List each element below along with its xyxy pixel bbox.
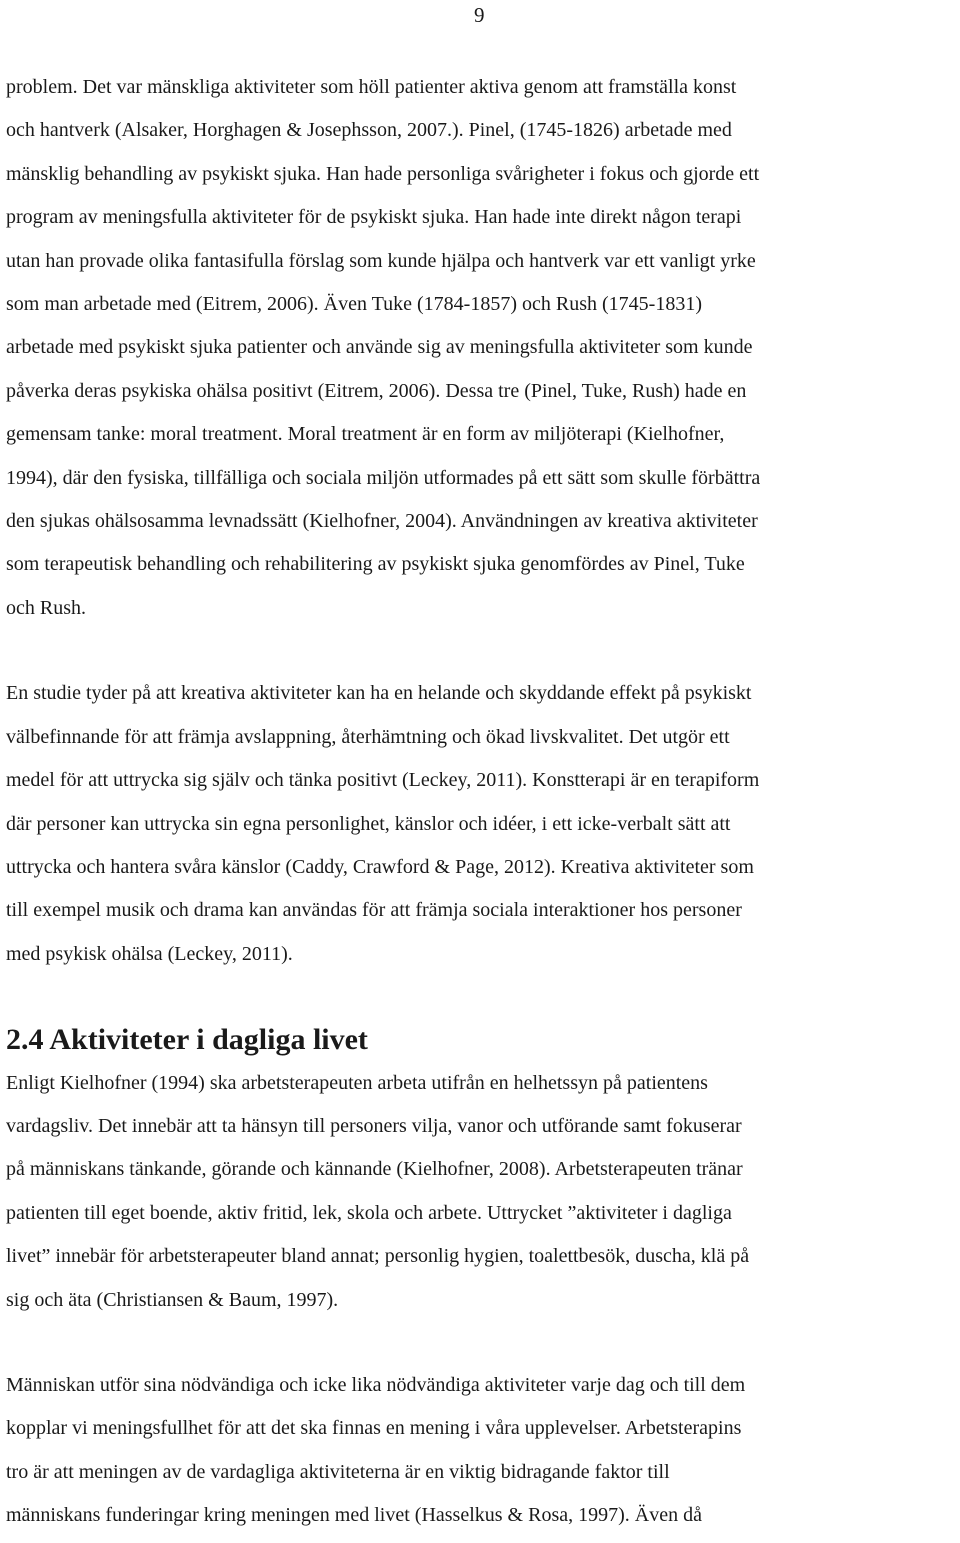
text-line: En studie tyder på att kreativa aktiviteter kan ha en helande och skyddande effekt på psykiskt bbox=[6, 682, 752, 705]
paragraph-daily-life bbox=[6, 1062, 960, 1322]
text-line: människans funderingar kring meningen med livet (Hasselkus & Rosa, 1997). Även då bbox=[6, 1504, 702, 1527]
text-line: välbefinnande för att främja avslappning, återhämtning och ökad livskvalitet. Det utgör ett bbox=[6, 725, 730, 748]
text-line: uttrycka och hantera svåra känslor (Caddy, Crawford & Page, 2012). Kreativa aktiviteter som bbox=[6, 855, 754, 878]
text-line: kopplar vi meningsfullhet för att det ska finnas en mening i våra upplevelser. Arbetsterapins bbox=[6, 1417, 742, 1440]
text-line: program av meningsfulla aktiviteter för de psykiskt sjuka. Han hade inte direkt någon terapi bbox=[6, 206, 742, 229]
text-line: gemensam tanke: moral treatment. Moral treatment är en form av miljöterapi (Kielhofner, bbox=[6, 423, 725, 446]
text-line: på människans tänkande, görande och kännande (Kielhofner, 2008). Arbetsterapeuten tränar bbox=[6, 1158, 743, 1181]
text-line: och Rush. bbox=[6, 596, 86, 619]
text-line: Enligt Kielhofner (1994) ska arbetsterapeuten arbeta utifrån en helhetssyn på patientens bbox=[6, 1071, 708, 1094]
text-line: mänsklig behandling av psykiskt sjuka. Han hade personliga svårigheter i fokus och gjorde ett bbox=[6, 162, 760, 185]
text-line: problem. Det var mänskliga aktiviteter som höll patienter aktiva genom att framställa konst bbox=[6, 76, 737, 98]
text-line: som man arbetade med (Eitrem, 2006). Även Tuke (1784-1857) och Rush (1745-1831) bbox=[6, 293, 702, 316]
text-line: patienten till eget boende, aktiv fritid, lek, skola och arbete. Uttrycket ”aktiviteter i dagliga bbox=[6, 1201, 732, 1224]
text-line: 1994), där den fysiska, tillfälliga och sociala miljön utformades på ett sätt som skulle förbättra bbox=[6, 466, 761, 489]
text-line: som terapeutisk behandling och rehabilitering av psykiskt sjuka genomfördes av Pinel, Tuke bbox=[6, 553, 745, 576]
section-number: 2.4 bbox=[6, 1023, 44, 1057]
text-line: Människan utför sina nödvändiga och icke lika nödvändiga aktiviteter varje dag och till dem bbox=[6, 1373, 746, 1396]
text-line: till exempel musik och drama kan användas för att främja sociala interaktioner hos personer bbox=[6, 899, 742, 922]
paragraph-moral-treatment bbox=[6, 66, 960, 630]
text-line: livet” innebär för arbetsterapeuter bland annat; personlig hygien, toalettbesök, duscha, klä på bbox=[6, 1245, 750, 1268]
text-line: utan han provade olika fantasifulla förslag som kunde hjälpa och hantverk var ett vanligt yrke bbox=[6, 249, 756, 272]
section-title: Aktiviteter i dagliga livet bbox=[49, 1023, 368, 1057]
text-line: där personer kan uttrycka sin egna personlighet, känslor och idéer, i ett icke-verbalt sätt att bbox=[6, 812, 731, 835]
paragraph-creative-activities bbox=[6, 672, 960, 976]
page-number: 9 bbox=[474, 3, 485, 27]
paragraph-meaningfulness bbox=[6, 1364, 960, 1538]
text-line: sig och äta (Christiansen & Baum, 1997). bbox=[6, 1288, 339, 1311]
text-line: den sjukas ohälsosamma levnadssätt (Kielhofner, 2004). Användningen av kreativa aktiviteter bbox=[6, 510, 758, 533]
document-body bbox=[6, 66, 960, 1538]
text-line: tro är att meningen av de vardagliga aktiviteterna är en viktig bidragande faktor till bbox=[6, 1460, 670, 1483]
text-line: med psykisk ohälsa (Leckey, 2011). bbox=[6, 942, 293, 965]
text-line: påverka deras psykiska ohälsa positivt (Eitrem, 2006). Dessa tre (Pinel, Tuke, Rush) hade en bbox=[6, 379, 747, 402]
text-line: arbetade med psykiskt sjuka patienter och använde sig av meningsfulla aktiviteter som kunde bbox=[6, 336, 753, 359]
section-heading bbox=[6, 1018, 960, 1061]
text-line: vardagsliv. Det innebär att ta hänsyn till personers vilja, vanor och utförande samt fokuserar bbox=[6, 1114, 742, 1137]
text-line: medel för att uttrycka sig själv och tänka positivt (Leckey, 2011). Konstterapi är en terapiform bbox=[6, 769, 760, 792]
text-line: och hantverk (Alsaker, Horghagen & Josephsson, 2007.). Pinel, (1745-1826) arbetade med bbox=[6, 119, 732, 142]
